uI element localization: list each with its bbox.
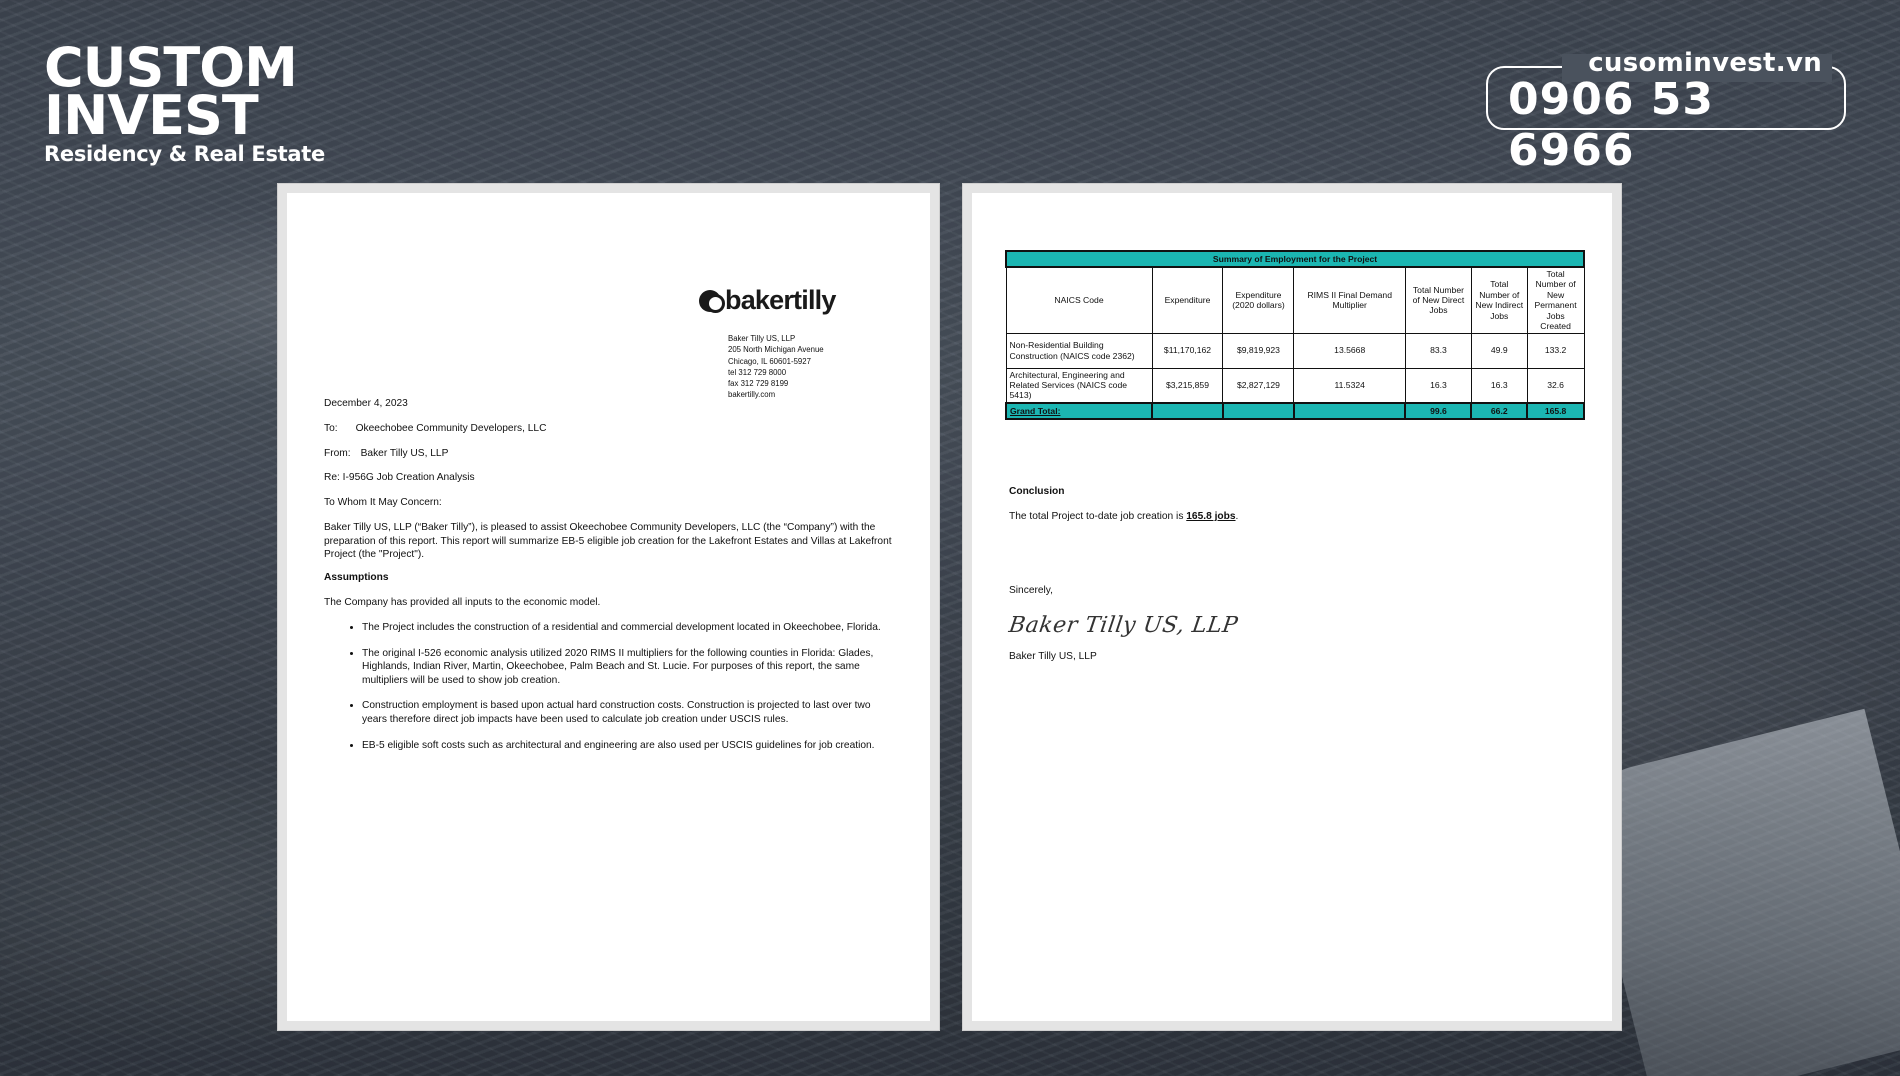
summary-page <box>963 184 1621 1030</box>
signature: Baker Tilly US, LLP <box>1007 613 1240 638</box>
table-header: NAICS Code <box>1006 267 1152 333</box>
table-header: Total Number of New Indirect Jobs <box>1471 267 1527 333</box>
table-header: RIMS II Final Demand Multiplier <box>1294 267 1406 333</box>
letter-re: Re: I-956G Job Creation Analysis <box>324 472 475 483</box>
assumptions-heading: Assumptions <box>324 572 389 583</box>
to-value: Okeechobee Community Developers, LLC <box>355 423 547 434</box>
address-line: 205 North Michigan Avenue <box>728 345 824 355</box>
table-cell: 83.3 <box>1405 333 1471 368</box>
conclusion-suffix: . <box>1235 511 1239 522</box>
brand-logo <box>44 36 325 166</box>
employment-summary-table <box>1005 250 1585 420</box>
table-cell: 32.6 <box>1527 368 1584 403</box>
from-label: From: <box>324 448 351 459</box>
table-header: Total Number of New Permanent Jobs Created <box>1527 267 1584 333</box>
letter-to <box>324 422 546 436</box>
list-item: • EB-5 eligible soft costs such as architectural and engineering are also used per USCIS guidelines for job creation. <box>362 739 894 753</box>
brand-tagline: Residency & Real Estate <box>44 142 325 166</box>
contact-phone: 0906 53 6966 <box>1508 74 1715 176</box>
table-title: Summary of Employment for the Project <box>1006 251 1584 267</box>
closing: Sincerely, <box>1009 585 1053 596</box>
contact-website: cusominvest.vn <box>1588 48 1822 78</box>
address-line: tel 312 729 8000 <box>728 367 787 377</box>
table-cell: $9,819,923 <box>1223 333 1294 368</box>
address-line: bakertilly.com <box>728 390 776 400</box>
list-item: • Construction employment is based upon actual hard construction costs. Construction is projected to last over two years therefore direct job impacts have been used to calculate job creation under USCIS rules. <box>362 699 894 726</box>
total-label: Grand Total: <box>1006 403 1152 419</box>
table-cell: 13.5668 <box>1294 333 1406 368</box>
conclusion-heading: Conclusion <box>1009 486 1065 497</box>
table-header: Total Number of New Direct Jobs <box>1405 267 1471 333</box>
letter-salutation: To Whom It May Concern: <box>324 497 442 508</box>
table-cell: 133.2 <box>1527 333 1584 368</box>
table-cell: $3,215,859 <box>1152 368 1223 403</box>
list-item: • The original I-526 economic analysis utilized 2020 RIMS II multipliers for the following counties in Florida: Glades, Highlands, Indian River, Martin, Okeechobee, Palm Beach and St. Lucie. For purposes of this report, the same multipliers will be used to show job creation. <box>362 647 894 688</box>
table-cell: 16.3 <box>1405 368 1471 403</box>
assumptions-list <box>324 621 894 764</box>
from-value: Baker Tilly US, LLP <box>360 448 449 459</box>
table-cell <box>1294 403 1406 419</box>
table-row <box>1006 368 1584 403</box>
letter-page <box>278 184 939 1030</box>
table-total-row <box>1006 403 1584 419</box>
list-item: • The Project includes the construction of a residential and commercial development located in Okeechobee, Florida. <box>362 621 894 635</box>
table-cell: 16.3 <box>1471 368 1527 403</box>
brand-line-2: INVEST <box>44 84 258 147</box>
letter-date: December 4, 2023 <box>324 398 408 409</box>
table-cell: 66.2 <box>1471 403 1527 419</box>
table-cell: 49.9 <box>1471 333 1527 368</box>
table-cell <box>1152 403 1223 419</box>
address-line: fax 312 729 8199 <box>728 379 789 389</box>
to-label: To: <box>324 423 338 434</box>
table-cell: $2,827,129 <box>1223 368 1294 403</box>
conclusion-text <box>1009 510 1238 524</box>
address-line: Baker Tilly US, LLP <box>728 334 796 343</box>
table-cell: 11.5324 <box>1294 368 1406 403</box>
table-row <box>1006 333 1584 368</box>
table-cell: $11,170,162 <box>1152 333 1223 368</box>
conclusion-prefix: The total Project to-date job creation is <box>1009 511 1187 522</box>
table-header: Expenditure (2020 dollars) <box>1223 267 1294 333</box>
conclusion-value: 165.8 jobs <box>1186 511 1236 522</box>
table-cell <box>1223 403 1294 419</box>
table-cell: Architectural, Engineering and Related Services (NAICS code 5413) <box>1006 368 1152 403</box>
signer-name: Baker Tilly US, LLP <box>1009 651 1097 662</box>
table-cell: 165.8 <box>1527 403 1584 419</box>
truck-background <box>1573 709 1900 1076</box>
bakertilly-logo-text: bakertilly <box>725 285 836 315</box>
bakertilly-logo-icon <box>699 290 721 312</box>
letter-from <box>324 447 448 461</box>
table-cell: 99.6 <box>1405 403 1471 419</box>
brand-line-1: CUSTOM <box>44 36 297 99</box>
table-cell: Non-Residential Building Construction (NAICS code 2362) <box>1006 333 1152 368</box>
letter-intro: Baker Tilly US, LLP (“Baker Tilly”), is pleased to assist Okeechobee Community Developers, LLC (the “Company”) with the preparation of this report. This report will summarize EB-5 eligible job creation for the Lakefront Estates and Villas at Lakefront Project (the "Project"). <box>324 522 892 561</box>
contact-badge <box>1486 48 1846 176</box>
bakertilly-logo <box>699 285 836 316</box>
letterhead-address <box>728 333 824 401</box>
table-header: Expenditure <box>1152 267 1223 333</box>
address-line: Chicago, IL 60601-5927 <box>728 356 811 366</box>
assumptions-intro: The Company has provided all inputs to the economic model. <box>324 597 601 608</box>
